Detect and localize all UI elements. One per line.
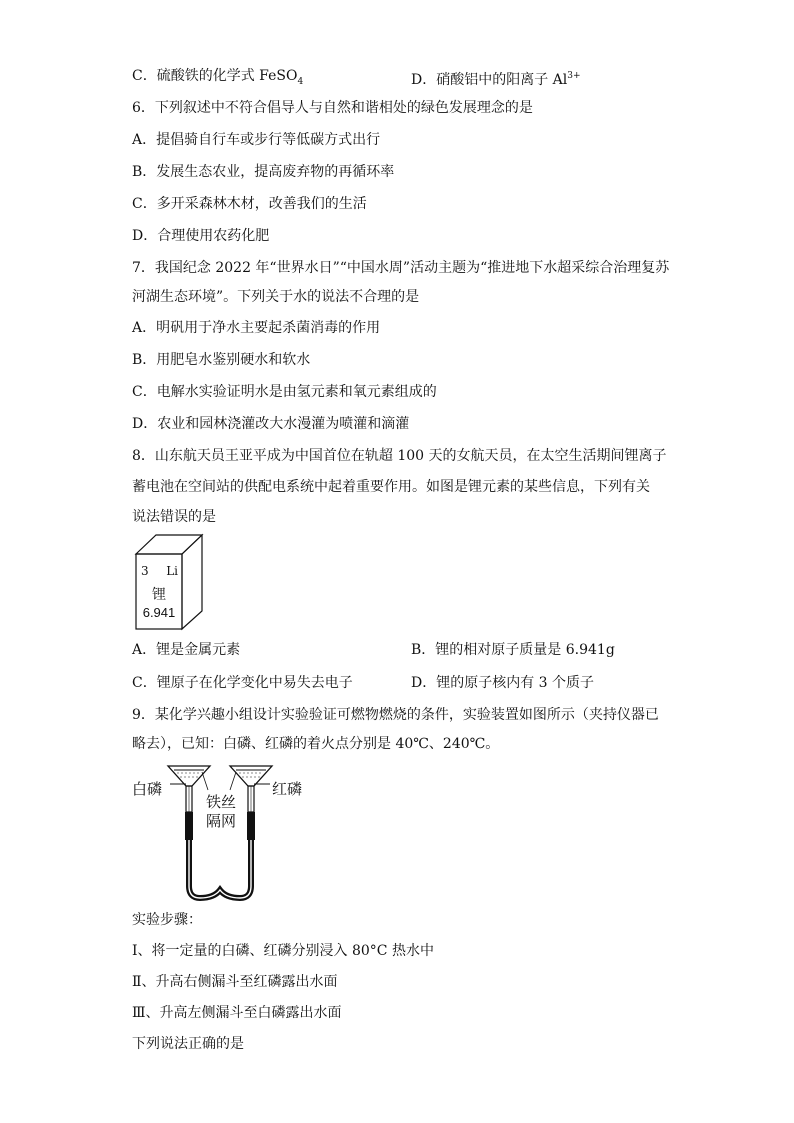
q9-step-2: Ⅱ、升高右侧漏斗至红磷露出水面 [132, 974, 338, 990]
element-symbol: Li [166, 564, 178, 578]
lithium-element-cube [134, 533, 204, 631]
q7-stem-line1: 7．我国纪念 2022 年“世界水日”“中国水周”活动主题为“推进地下水超采综合治理复苏 [132, 260, 670, 276]
q7-option-a: A．明矾用于净水主要起杀菌消毒的作用 [132, 320, 381, 336]
label-mesh: 隔网 [206, 812, 237, 830]
q7-option-d: D．农业和园林浇灌改大水漫灌为喷灌和滴灌 [132, 416, 410, 432]
q5-option-d [411, 67, 581, 89]
q9-step-3: Ⅲ、升高左侧漏斗至白磷露出水面 [132, 1005, 342, 1021]
q8-stem-line1: 8．山东航天员王亚平成为中国首位在轨超 100 天的女航天员，在太空生活期间锂离子 [132, 448, 667, 464]
q5-option-d-text: D．硝酸铝中的阳离子 Al [411, 72, 568, 88]
q5-option-c-text: C．硫酸铁的化学式 FeS [132, 68, 286, 84]
q6-option-c: C．多开采森林木材，改善我们的生活 [132, 196, 367, 212]
q8-option-b: B．锂的相对原子质量是 6.941g [411, 642, 615, 658]
element-atomic-number: 3 [141, 564, 149, 578]
q9-stem-line1: 9．某化学兴趣小组设计实验验证可燃物燃烧的条件，实验装置如图所示（夹持仪器已 [132, 707, 659, 723]
label-red-phosphorus: 红磷 [272, 780, 303, 798]
label-white-phosphorus: 白磷 [132, 780, 163, 798]
q5-option-c-tail: O [286, 68, 298, 84]
q6-option-b: B．发展生态农业，提高废弃物的再循环率 [132, 164, 395, 180]
q5-option-d-sup: 3+ [567, 71, 581, 81]
q9-stem-line2: 略去），已知：白磷、红磷的着火点分别是 40℃、240℃。 [132, 736, 500, 752]
q8-stem-line2: 蓄电池在空间站的供配电系统中起着重要作用。如图是锂元素的某些信息，下列有关 [132, 479, 650, 495]
q6-option-a: A．提倡骑自行车或步行等低碳方式出行 [132, 132, 381, 148]
q8-option-a: A．锂是金属元素 [132, 642, 241, 658]
q7-option-b: B．用肥皂水鉴别硬水和软水 [132, 352, 311, 368]
element-atomic-mass: 6.941 [142, 605, 176, 620]
q9-steps-title: 实验步骤： [132, 912, 202, 928]
element-name: 锂 [152, 587, 166, 603]
q6-option-d: D．合理使用农药化肥 [132, 228, 270, 244]
q8-option-c: C．锂原子在化学变化中易失去电子 [132, 675, 353, 691]
cube-front-face [136, 554, 182, 629]
q6-stem: 6．下列叙述中不符合倡导人与自然和谐相处的绿色发展理念的是 [132, 100, 533, 116]
q5-option-c [132, 67, 303, 91]
q9-question: 下列说法正确的是 [132, 1036, 244, 1052]
label-iron-wire: 铁丝 [206, 793, 237, 811]
q7-stem-line2: 河湖生态环境”。下列关于水的说法不合理的是 [132, 289, 420, 305]
q7-option-c: C．电解水实验证明水是由氢元素和氧元素组成的 [132, 384, 437, 400]
q8-option-d: D．锂的原子核内有 3 个质子 [411, 675, 595, 691]
q5-option-c-sub: 4 [297, 76, 304, 87]
q9-step-1: Ⅰ、将一定量的白磷、红磷分别浸入 80°C 热水中 [132, 943, 434, 959]
experiment-apparatus-diagram [130, 758, 330, 908]
q8-stem-line3: 说法错误的是 [132, 509, 216, 525]
